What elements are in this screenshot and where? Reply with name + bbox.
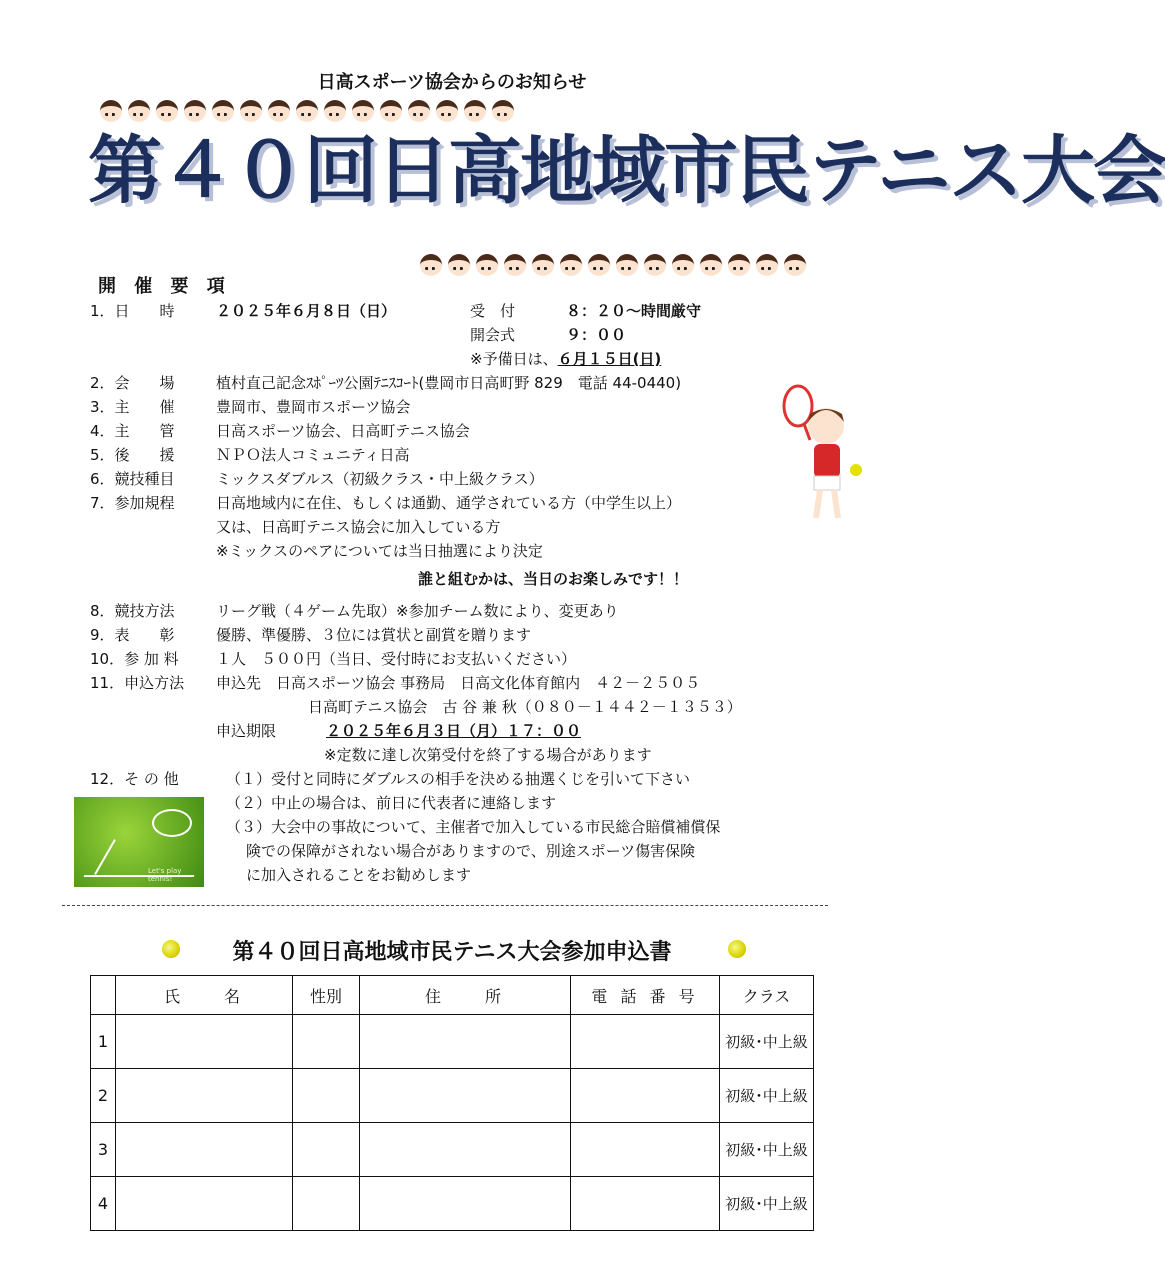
phone-cell[interactable]	[571, 1015, 720, 1069]
header-gender: 性別	[293, 976, 360, 1015]
header-class: クラス	[720, 976, 814, 1015]
table-row: 1 初級･中上級	[91, 1015, 814, 1069]
address-cell[interactable]	[360, 1015, 571, 1069]
class-cell[interactable]: 初級･中上級	[720, 1069, 814, 1123]
application-line-2: 日高町テニス協会 古 谷 兼 秋（０８０－１４４２－１３５３）	[308, 698, 742, 716]
other-line-5: に加入されることをお勧めします	[246, 866, 472, 884]
name-cell[interactable]	[116, 1069, 293, 1123]
form-title: 第４０回日高地域市民テニス大会参加申込書	[232, 940, 672, 965]
class-cell[interactable]: 初級･中上級	[720, 1123, 814, 1177]
eligibility-line-1: 又は、日高町テニス協会に加入している方	[216, 518, 501, 536]
phone-cell[interactable]	[571, 1123, 720, 1177]
fun-note: 誰と組むかは、当日のお楽しみです！！	[418, 570, 689, 588]
table-row: 3 初級･中上級	[91, 1123, 814, 1177]
tennis-player-illustration	[776, 378, 866, 528]
name-cell[interactable]	[116, 1177, 293, 1231]
address-cell[interactable]	[360, 1123, 571, 1177]
phone-cell[interactable]	[571, 1069, 720, 1123]
address-cell[interactable]	[360, 1069, 571, 1123]
gender-cell[interactable]	[293, 1015, 360, 1069]
gender-cell[interactable]	[293, 1123, 360, 1177]
name-cell[interactable]	[116, 1015, 293, 1069]
deadline-note: ※定数に達し次第受付を終了する場合があります	[324, 746, 652, 764]
section-title: 開 催 要 項	[98, 276, 231, 297]
table-row: 2 初級･中上級	[91, 1069, 814, 1123]
header-name: 氏 名	[116, 976, 293, 1015]
cut-line	[62, 905, 828, 906]
eligibility-line-2: ※ミックスのペアについては当日抽選により決定	[216, 542, 543, 560]
header-address: 住 所	[360, 976, 571, 1015]
gender-cell[interactable]	[293, 1177, 360, 1231]
event-title: 第４０回日高地域市民テニス大会	[88, 128, 1165, 214]
class-cell[interactable]: 初級･中上級	[720, 1177, 814, 1231]
other-line-3: （３）大会中の事故について、主催者で加入している市民総合賠償補償保	[226, 818, 721, 836]
table-header-row	[91, 976, 814, 1015]
table-row: 4 初級･中上級	[91, 1177, 814, 1231]
other-line-4: 険での保障がされない場合がありますので、別途スポーツ傷害保険	[246, 842, 696, 860]
header-phone: 電 話 番 号	[571, 976, 720, 1015]
other-line-2: （２）中止の場合は、前日に代表者に連絡します	[226, 794, 557, 812]
phone-cell[interactable]	[571, 1177, 720, 1231]
address-cell[interactable]	[360, 1177, 571, 1231]
tennis-court-image: Let's play tennis!	[74, 797, 204, 887]
reserve-day: ※予備日は、６月１５日(日)	[470, 350, 662, 368]
notice-subtitle: 日高スポーツ協会からのお知らせ	[317, 72, 587, 93]
tennis-ball-icon	[728, 940, 746, 958]
name-cell[interactable]	[116, 1123, 293, 1177]
class-cell[interactable]: 初級･中上級	[720, 1015, 814, 1069]
application-form-table	[90, 975, 814, 1231]
faces-decoration-bottom	[420, 254, 806, 276]
gender-cell[interactable]	[293, 1069, 360, 1123]
